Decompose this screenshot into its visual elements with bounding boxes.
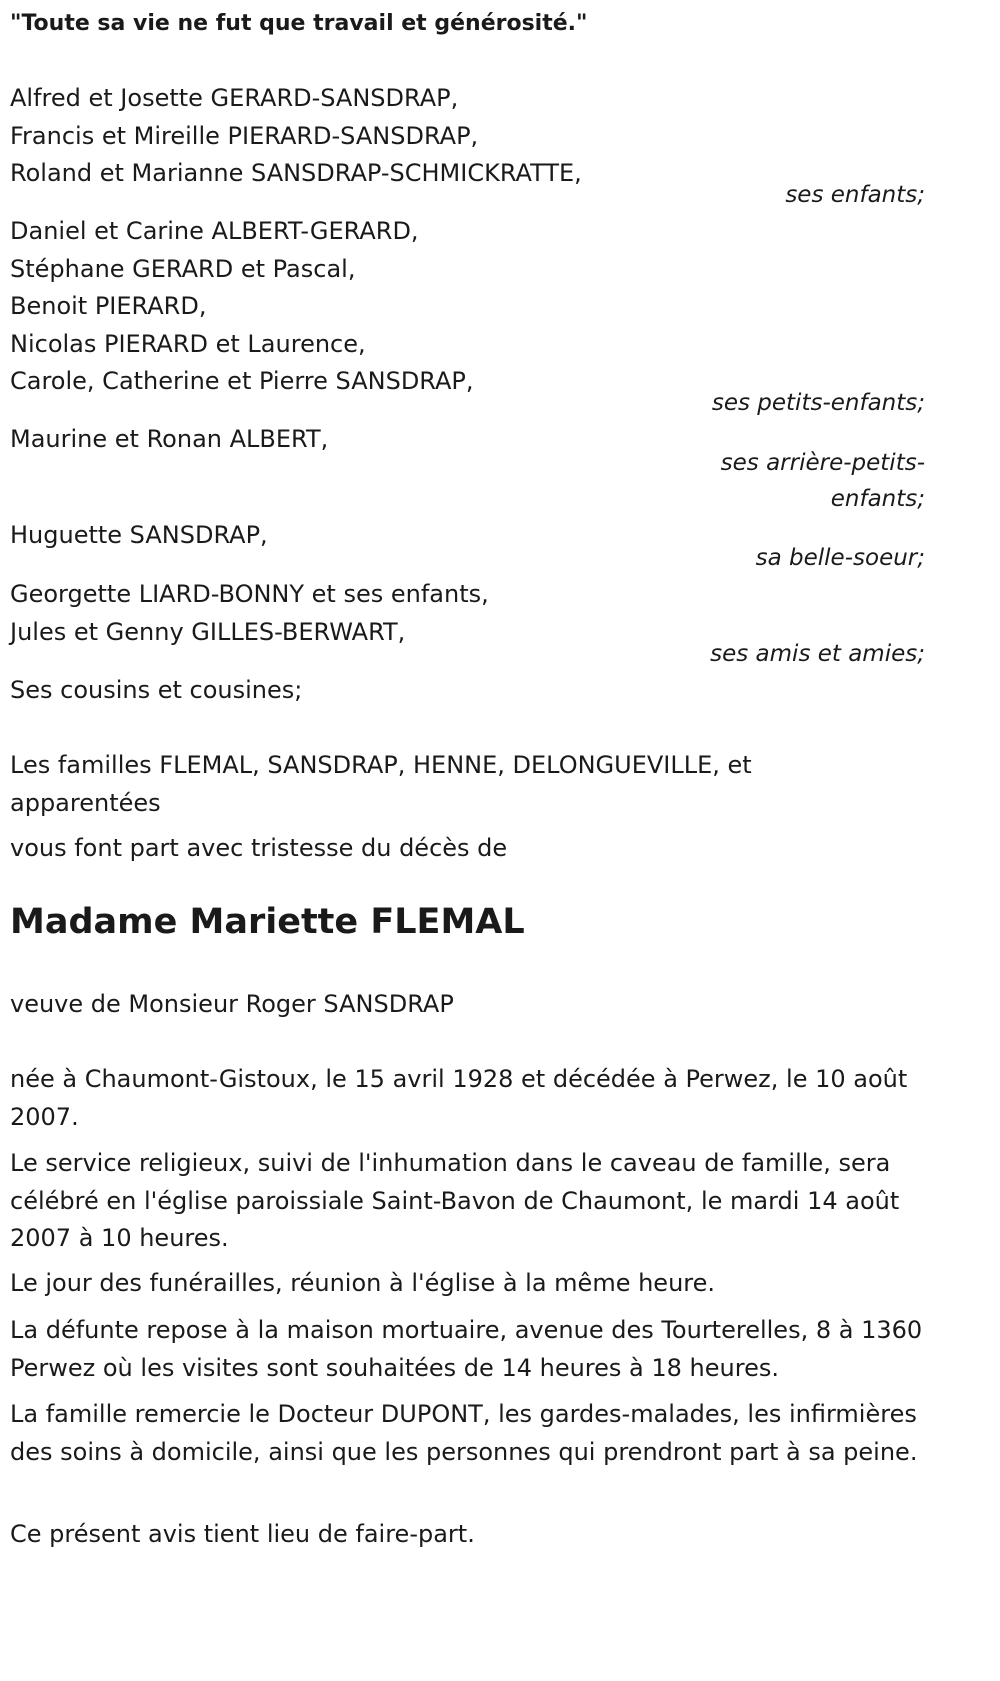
family-line: Jules et Genny GILLES-BERWART, [10,617,406,646]
family-line: Benoit PIERARD, [10,292,207,320]
role-great-grandchildren: ses arrière-petits-enfants; [720,450,925,512]
birth-death-paragraph: née à Chaumont-Gistoux, le 15 avril 1928 et décédée à Perwez, le 10 août 2007. [10,1065,908,1131]
grandchildren-section [10,213,925,401]
repose-paragraph: La défunte repose à la maison mortuaire, avenue des Tourterelles, 8 à 1360 Perwez où les visites sont souhaitées de 14 heures à 18 heures. [10,1316,923,1382]
family-line: Maurine et Ronan ALBERT, [10,425,329,453]
notice-paragraph: Ce présent avis tient lieu de faire-part. [10,1520,475,1548]
epitaph-quote: "Toute sa vie ne fut que travail et générosité." [10,11,588,36]
family-line: Francis et Mireille PIERARD-SANSDRAP, [10,121,479,150]
meeting-paragraph: Le jour des funérailles, réunion à l'église à la même heure. [10,1269,716,1297]
service-paragraph: Le service religieux, suivi de l'inhumation dans le caveau de famille, sera célébré en l'église paroissiale Saint-Bavon de Chaumont, le mardi 14 août 2007 à 10 heures. [10,1149,900,1252]
family-line: Stéphane GERARD et Pascal, [10,254,356,283]
cousins-line: Ses cousins et cousines; [10,676,303,704]
role-grandchildren: ses petits-enfants; [711,390,925,416]
family-line: Huguette SANSDRAP, [10,521,268,549]
role-sister-in-law: sa belle-soeur; [755,545,925,571]
cousins-section [10,672,925,710]
role-children: ses enfants; [785,182,925,208]
family-line: Carole, Catherine et Pierre SANSDRAP, [10,367,474,395]
deceased-name: Madame Mariette FLEMAL [10,902,525,942]
family-line: Nicolas PIERARD et Laurence, [10,329,366,358]
widow-line: veuve de Monsieur Roger SANSDRAP [10,990,454,1018]
children-section [10,80,925,193]
family-line: Daniel et Carine ALBERT-GERARD, [10,217,419,245]
announcement-line: vous font part avec tristesse du décès de [10,834,508,862]
family-line: Georgette LIARD-BONNY et ses enfants, [10,580,489,608]
family-line: Alfred et Josette GERARD-SANSDRAP, [10,84,459,112]
families-line: Les familles FLEMAL, SANSDRAP, HENNE, DELONGUEVILLE, et apparentées [10,751,752,817]
family-line: Roland et Marianne SANSDRAP-SCHMICKRATTE, [10,159,582,187]
role-friends: ses amis et amies; [710,641,925,667]
thanks-paragraph: La famille remercie le Docteur DUPONT, les gardes-malades, les infirmières des soins à domicile, ainsi que les personnes qui prendront part à sa peine. [10,1400,918,1466]
